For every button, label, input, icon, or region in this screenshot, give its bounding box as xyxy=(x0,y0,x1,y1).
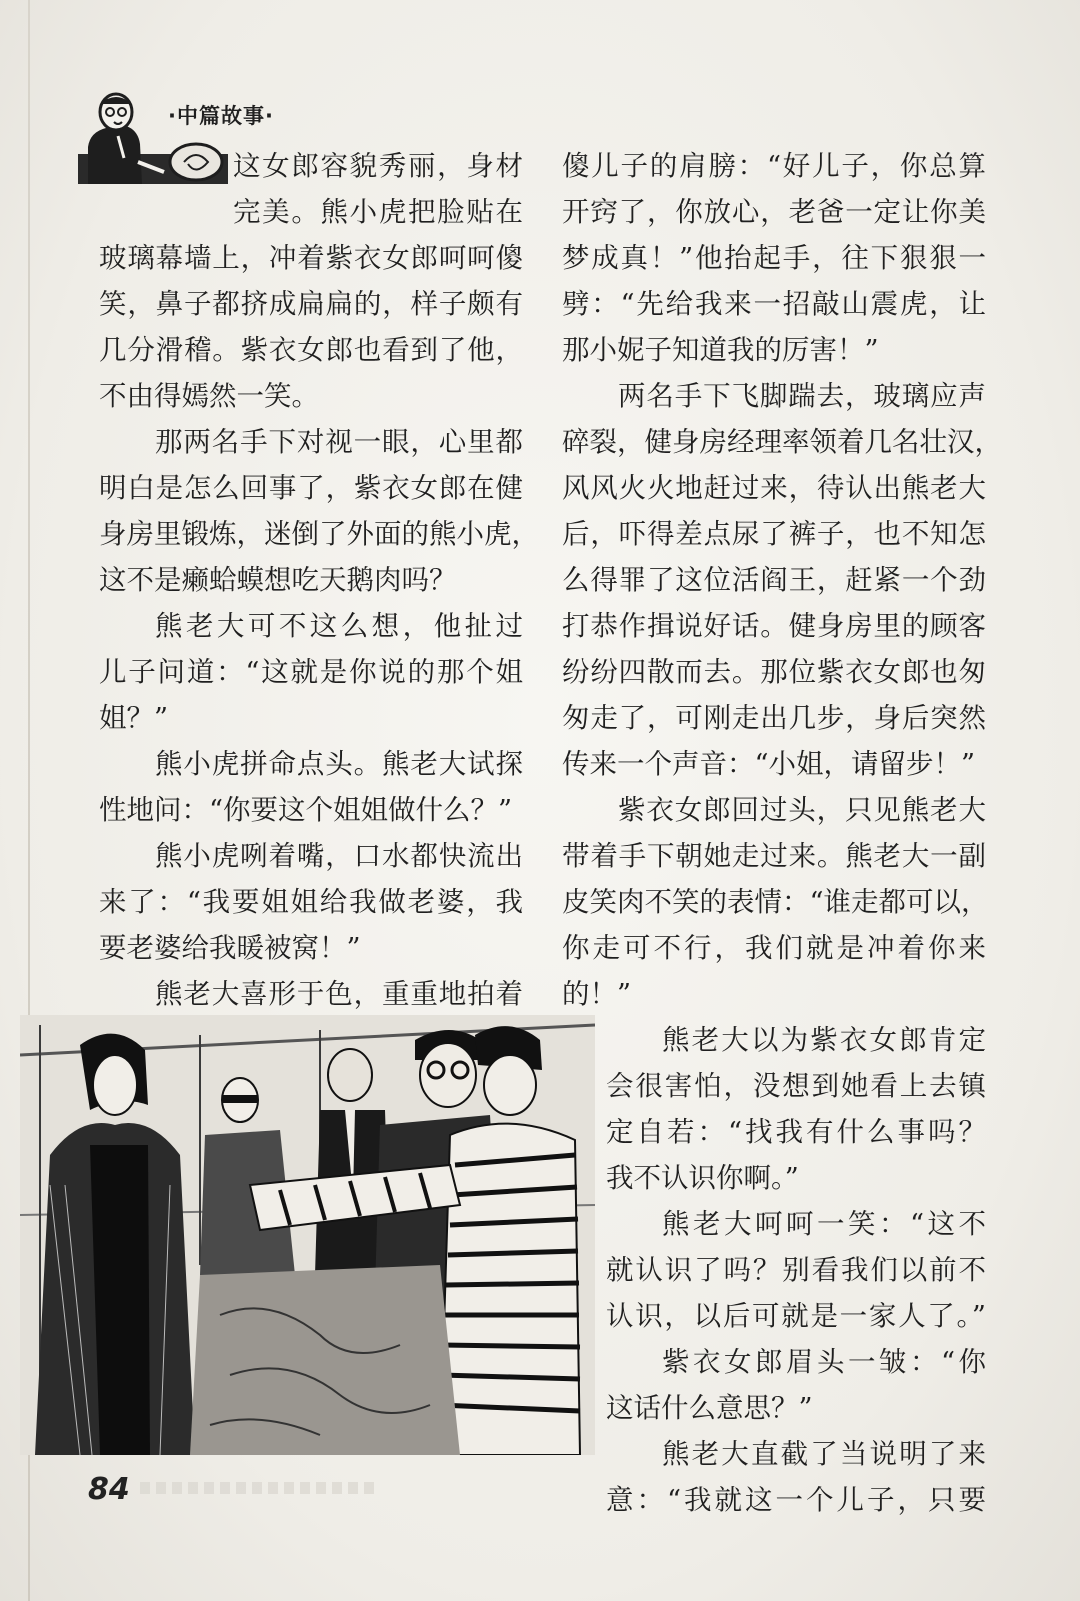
text-line: 劈：“先给我来一招敲山震虎，让 xyxy=(562,288,986,320)
right-column xyxy=(562,143,1002,1523)
text-line: 儿子问道：“这就是你说的那个姐 xyxy=(99,656,523,688)
text-line: 纷纷四散而去。那位紫衣女郎也匆 xyxy=(562,656,986,688)
text-line: 带着手下朝她走过来。熊老大一副 xyxy=(562,840,986,872)
text-line: 熊老大呵呵一笑：“这不 xyxy=(662,1208,986,1240)
text-line: 熊小虎拼命点头。熊老大试探 xyxy=(155,748,523,780)
text-line: 紫衣女郎眉头一皱：“你 xyxy=(662,1346,986,1378)
text-line: 就认识了吗？别看我们以前不 xyxy=(606,1254,986,1286)
left-column xyxy=(99,143,539,1017)
text-line: 那两名手下对视一眼，心里都 xyxy=(155,426,523,458)
page-number: 84 xyxy=(88,1472,130,1507)
text-line: 我不认识你啊。” xyxy=(606,1162,799,1194)
text-line: 明白是怎么回事了，紫衣女郎在健 xyxy=(99,472,523,504)
text-line: 么得罪了这位活阎王，赶紧一个劲 xyxy=(562,564,986,596)
text-line: 熊小虎咧着嘴，口水都快流出 xyxy=(155,840,523,872)
text-line: 后，吓得差点尿了裤子，也不知怎 xyxy=(562,518,986,550)
text-line: 梦成真！”他抬起手，往下狠狠一 xyxy=(562,242,986,274)
text-line: 定自若：“找我有什么事吗？ xyxy=(606,1116,986,1148)
text-line: 来了：“我要姐姐给我做老婆，我 xyxy=(99,886,523,918)
gangsters-confront-woman-illustration xyxy=(20,1015,595,1455)
bleed-through-text xyxy=(140,1482,380,1494)
text-line: 会很害怕，没想到她看上去镇 xyxy=(606,1070,986,1102)
text-line: 皮笑肉不笑的表情：“谁走都可以， xyxy=(562,886,989,918)
text-line: 熊老大直截了当说明了来 xyxy=(662,1438,986,1470)
column-tag: ·中篇故事· xyxy=(168,104,274,128)
text-line: 熊老大喜形于色，重重地拍着 xyxy=(155,978,523,1010)
text-line: 性地问：“你要这个姐姐做什么？” xyxy=(99,794,513,826)
text-line: 传来一个声音：“小姐，请留步！” xyxy=(562,748,976,780)
text-line: 打恭作揖说好话。健身房里的顾客 xyxy=(562,610,986,642)
text-line: 的！” xyxy=(562,978,632,1010)
text-line: 匆走了，可刚走出几步，身后突然 xyxy=(562,702,986,734)
text-line: 熊老大可不这么想，他扯过 xyxy=(155,610,523,642)
text-line: 认识，以后可就是一家人了。” xyxy=(606,1300,986,1332)
text-line: 紫衣女郎回过头，只见熊老大 xyxy=(618,794,986,826)
text-line: 开窍了，你放心，老爸一定让你美 xyxy=(562,196,986,228)
text-line: 熊老大以为紫衣女郎肯定 xyxy=(662,1024,986,1056)
text-line: 几分滑稽。紫衣女郎也看到了他， xyxy=(99,334,523,366)
text-line: 不由得嫣然一笑。 xyxy=(99,380,319,412)
text-line: 这女郎容貌秀丽，身材 xyxy=(233,150,523,182)
text-line: 碎裂，健身房经理率领着几名壮汉， xyxy=(562,426,1002,458)
text-line: 玻璃幕墙上，冲着紫衣女郎呵呵傻 xyxy=(99,242,523,274)
text-line: 两名手下飞脚踹去，玻璃应声 xyxy=(618,380,986,412)
text-line: 你走可不行，我们就是冲着你来 xyxy=(562,932,986,964)
text-line: 笑，鼻子都挤成扁扁的，样子颇有 xyxy=(99,288,523,320)
text-line: 这话什么意思？” xyxy=(606,1392,813,1424)
text-line: 傻儿子的肩膀：“好儿子，你总算 xyxy=(562,150,986,182)
text-line: 身房里锻炼，迷倒了外面的熊小虎， xyxy=(99,518,539,550)
text-line: 风风火火地赶过来，待认出熊老大 xyxy=(562,472,986,504)
text-line: 意：“我就这一个儿子，只要 xyxy=(606,1484,986,1516)
text-line: 这不是癞蛤蟆想吃天鹅肉吗？ xyxy=(99,564,457,596)
text-line: 姐？” xyxy=(99,702,169,734)
text-line: 那小妮子知道我的厉害！” xyxy=(562,334,879,366)
text-line: 完美。熊小虎把脸贴在 xyxy=(233,196,523,228)
text-line: 要老婆给我暖被窝！” xyxy=(99,932,361,964)
